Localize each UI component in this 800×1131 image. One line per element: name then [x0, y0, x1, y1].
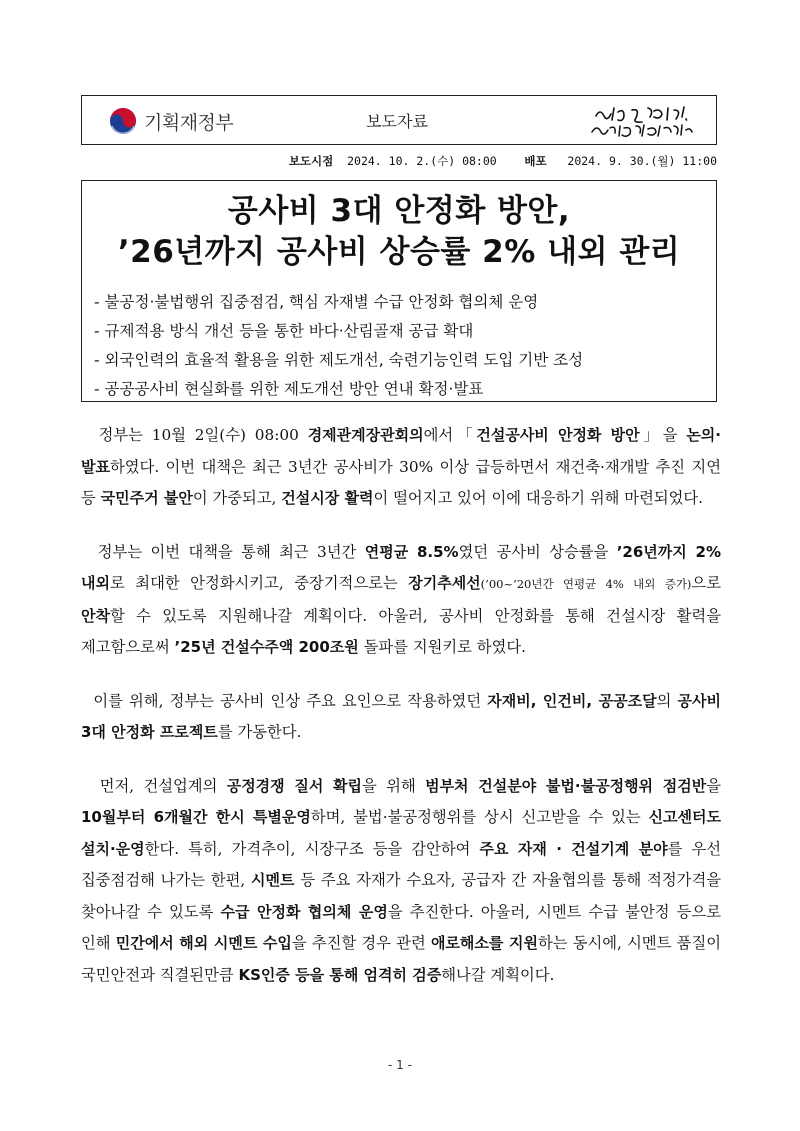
- release-time-value: 2024. 10. 2.(수) 08:00: [347, 154, 497, 168]
- body-paragraph: [81, 771, 721, 992]
- emphasized-text: 범부처 건설분야 불법·불공정행위 점검반: [425, 776, 707, 795]
- document-type: 보도자료: [366, 112, 428, 131]
- emphasized-text: 주요 자재 · 건설기계 분야: [479, 839, 668, 858]
- body-text-run: 한다. 특히, 가격추이, 시장구조 등을 감안하여: [144, 839, 480, 858]
- body-text-run: 로 최대한 안정화시키고, 중장기적으로는: [109, 574, 409, 592]
- body-text-run: 먼저, 건설업계의: [99, 776, 227, 795]
- release-meta: [81, 153, 717, 169]
- emphasized-text: 연평균 8.5%: [364, 542, 459, 561]
- body-text-run: 였던 공사비 상승률을: [458, 542, 617, 561]
- body-text-run: 를 가동한다.: [217, 723, 302, 741]
- emphasized-text: 장기추세선: [408, 574, 481, 592]
- emphasized-text: 안착: [81, 606, 110, 625]
- emphasized-text: ’25년 건설수주액 200조원: [174, 638, 359, 656]
- headline-line-1: 공사비 3대 안정화 방안,: [227, 193, 571, 229]
- emphasized-text: 국민주거 불안: [100, 489, 193, 507]
- emphasized-text: 자재비, 인건비, 공공조달: [487, 691, 657, 710]
- summary-bullet: - 규제적용 방식 개선 등을 통한 바다·산림골재 공급 확대: [94, 322, 474, 340]
- body-text-run: 」을: [639, 426, 687, 444]
- ministry-logo: [108, 106, 233, 136]
- body-paragraph: [81, 420, 721, 515]
- emphasized-text: 시멘트: [251, 871, 295, 889]
- emphasized-text: 건설시장 활력: [281, 489, 374, 507]
- headline: [82, 191, 716, 273]
- summary-bullet: - 공공공사비 현실화를 위한 제도개선 방안 연내 확정·발표: [94, 380, 484, 398]
- body-paragraph: [81, 686, 721, 749]
- body-text-run: 을 위해: [362, 776, 426, 795]
- distribution-value: 2024. 9. 30.(월) 11:00: [567, 154, 717, 168]
- article-body: [81, 420, 721, 1013]
- emphasized-text: 공정경쟁 질서 확립: [226, 776, 363, 795]
- summary-bullet: - 외국인력의 효율적 활용을 위한 제도개선, 숙련기능인력 도입 기반 조성: [94, 351, 584, 369]
- body-text-run: 으로: [691, 574, 721, 592]
- body-text-run: 이 떨어지고 있어 이에 대응하기 위해 마련되었다.: [373, 489, 704, 507]
- body-text-run: 정부는 이번 대책을 통해 최근 3년간: [97, 542, 365, 561]
- taegeuk-emblem-icon: [108, 106, 138, 136]
- summary-bullet: - 불공정·불법행위 집중점검, 핵심 자재별 수급 안정화 협의체 운영: [94, 293, 539, 311]
- body-text-run: 이를 위해, 정부는 공사비 인상 주요 요인으로 작용하였던: [93, 691, 488, 710]
- body-text-run: 을 추진한다. 아울러, 시멘트 수급 불안정 등으로 인해: [81, 902, 721, 952]
- body-text-run: (’00~’20년간 연평균 4% 내외 증가): [480, 577, 692, 591]
- emphasized-text: 신고센터도 설치·운영: [81, 808, 721, 858]
- body-text-run: 할 수 있도록 지원해나갈 계획이다. 아울러, 공사비 안정화를 통해 건설시장 활력을 제고함으로써: [81, 606, 721, 656]
- body-text-run: 하며, 불법·불공정행위를 상시 신고받을 수 있는: [310, 808, 649, 826]
- body-text-run: 정부는 10월 2일(수) 08:00: [98, 426, 308, 444]
- body-text-run: 돌파를 지원키로 하였다.: [358, 638, 526, 656]
- body-text-run: 의: [656, 691, 678, 710]
- emphasized-text: ’26년까지 2% 내외: [81, 542, 721, 592]
- ministry-name: 기획재정부: [144, 111, 234, 134]
- body-text-run: 을: [706, 776, 722, 795]
- body-text-run: 등 주요 자재가 수요자, 공급자 간 자율협의를 통해 적정가격을 찾아나갈 수 있도록: [81, 871, 721, 921]
- emphasized-text: 건설공사비 안정화 방안: [476, 426, 640, 444]
- slogan-handwriting-image: [588, 102, 698, 140]
- body-text-run: 하는 동시에, 시멘트 품질이 국민안전과 직결된만큼: [81, 934, 721, 984]
- summary-bullets: [94, 288, 583, 404]
- emphasized-text: KS인증 등을 통해 엄격히 검증: [238, 965, 442, 984]
- emphasized-text: 10월부터 6개월간 한시 특별운영: [81, 808, 311, 826]
- emphasized-text: 논의·발표: [81, 426, 721, 476]
- headline-line-2: ’26년까지 공사비 상승률 2% 내외 관리: [117, 234, 681, 270]
- body-text-run: 해나갈 계획이다.: [441, 965, 555, 984]
- body-text-run: 에서「: [423, 426, 477, 444]
- distribution-label: 배포: [524, 154, 547, 168]
- body-text-run: 이 가중되고,: [192, 489, 282, 507]
- emphasized-text: 수급 안정화 협의체 운영: [220, 902, 388, 921]
- body-paragraph: [81, 537, 721, 664]
- body-text-run: 을 추진할 경우 관련: [291, 934, 431, 952]
- emphasized-text: 경제관계장관회의: [307, 426, 424, 444]
- header-box: [81, 95, 717, 145]
- emphasized-text: 민간에서 해외 시멘트 수입: [115, 934, 292, 952]
- page-number: - 1 -: [388, 1058, 412, 1072]
- emphasized-text: 공사비 3대 안정화 프로젝트: [81, 691, 721, 741]
- body-text-run: 하였다. 이번 대책은 최근 3년간 공사비가 30% 이상 급등하면서 재건축·재개발 추진 지연 등: [81, 457, 721, 507]
- body-text-run: 를 우선 집중점검해 나가는 한편,: [81, 839, 721, 889]
- title-box: [81, 180, 717, 402]
- emphasized-text: 애로해소를 지원: [430, 934, 538, 952]
- release-time-label: 보도시점: [288, 154, 334, 168]
